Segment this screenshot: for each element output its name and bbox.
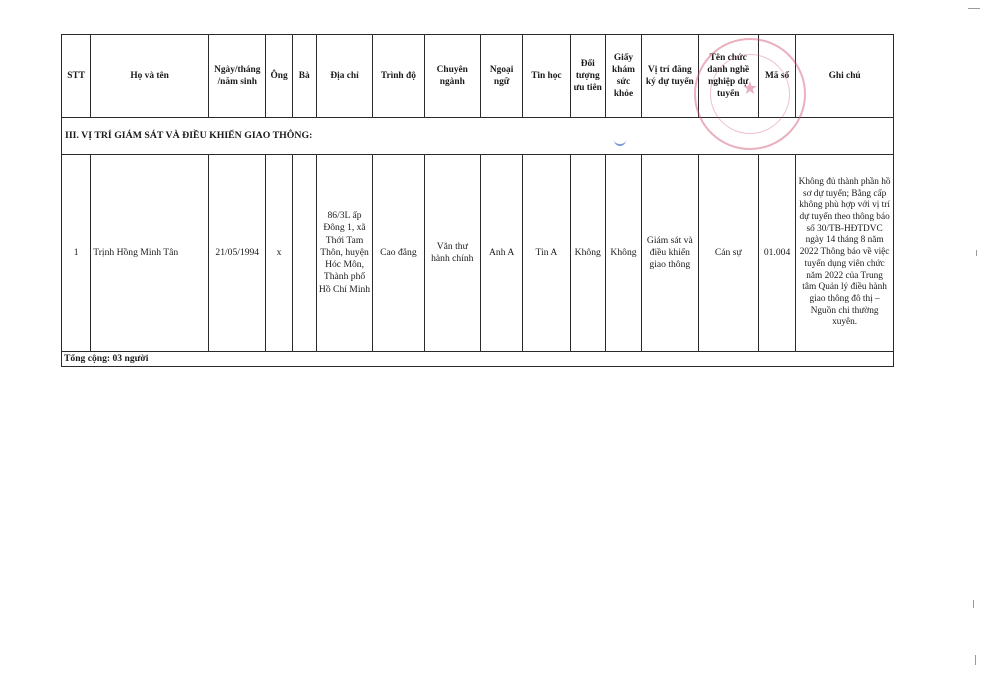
- cell-doi-tuong: Không: [570, 155, 605, 352]
- section-title: III. VỊ TRÍ GIÁM SÁT VÀ ĐIỀU KHIỂN GIAO THÔNG:: [62, 118, 894, 155]
- cell-dia-chi: 86/3L ấp Đông 1, xã Thới Tam Thôn, huyện Hóc Môn, Thành phố Hồ Chí Minh: [316, 155, 372, 352]
- cell-trinh-do: Cao đẳng: [373, 155, 424, 352]
- header-ba: Bà: [292, 35, 316, 118]
- cell-ma-so: 01.004: [758, 155, 795, 352]
- header-ghi-chu: Ghi chú: [796, 35, 894, 118]
- header-ten-chuc-danh: Tên chức danh nghề nghiệp dự tuyển: [698, 35, 758, 118]
- cell-giay-kham: Không: [605, 155, 641, 352]
- header-row: [62, 35, 894, 118]
- scan-mark-right-1: [976, 250, 977, 256]
- scan-mark-top-right: [968, 8, 980, 9]
- header-giay-kham: Giấy khám sức khỏe: [605, 35, 641, 118]
- cell-stt: 1: [62, 155, 91, 352]
- header-trinh-do: Trình độ: [373, 35, 424, 118]
- header-tin-hoc: Tin học: [523, 35, 570, 118]
- cell-ngoai-ngu: Anh A: [480, 155, 522, 352]
- section-row: [62, 118, 894, 155]
- cell-ong: x: [266, 155, 292, 352]
- cell-chuyen-nganh: Văn thư hành chính: [424, 155, 480, 352]
- header-ong: Ông: [266, 35, 292, 118]
- header-ngoai-ngu: Ngoại ngữ: [480, 35, 522, 118]
- total-label: Tổng cộng: 03 người: [62, 352, 894, 367]
- header-chuyen-nganh: Chuyên ngành: [424, 35, 480, 118]
- total-row: [62, 352, 894, 367]
- cell-ho-ten: Trịnh Hồng Minh Tân: [91, 155, 209, 352]
- candidate-table: [61, 34, 894, 367]
- table-row: [62, 155, 894, 352]
- header-stt: STT: [62, 35, 91, 118]
- cell-ngay-sinh: 21/05/1994: [209, 155, 266, 352]
- scan-mark-right-2: [973, 600, 974, 608]
- cell-ba: [292, 155, 316, 352]
- header-vi-tri: Vị trí đăng ký dự tuyển: [642, 35, 698, 118]
- header-doi-tuong: Đối tượng ưu tiên: [570, 35, 605, 118]
- cell-vi-tri: Giám sát và điều khiển giao thông: [642, 155, 698, 352]
- cell-tin-hoc: Tin A: [523, 155, 570, 352]
- header-ma-so: Mã số: [758, 35, 795, 118]
- header-ngay-sinh: Ngày/tháng /năm sinh: [209, 35, 266, 118]
- cell-ghi-chu: Không đủ thành phần hồ sơ dự tuyển; Bằng cấp không phù hợp với vị trí dự tuyển theo thông báo số 30/TB-HĐTDVC ngày 14 tháng 8 năm 2022 Thông báo về việc tuyển dụng viên chức năm 2022 của Trung tâm Quản lý điều hành giao thông đô thị – Nguồn chi thường xuyên.: [796, 155, 894, 352]
- header-dia-chi: Địa chỉ: [316, 35, 372, 118]
- scan-mark-right-3: [975, 655, 976, 665]
- header-ho-ten: Họ và tên: [91, 35, 209, 118]
- cell-ten-chuc-danh: Cán sự: [698, 155, 758, 352]
- stamp-star-icon: ★: [741, 78, 759, 98]
